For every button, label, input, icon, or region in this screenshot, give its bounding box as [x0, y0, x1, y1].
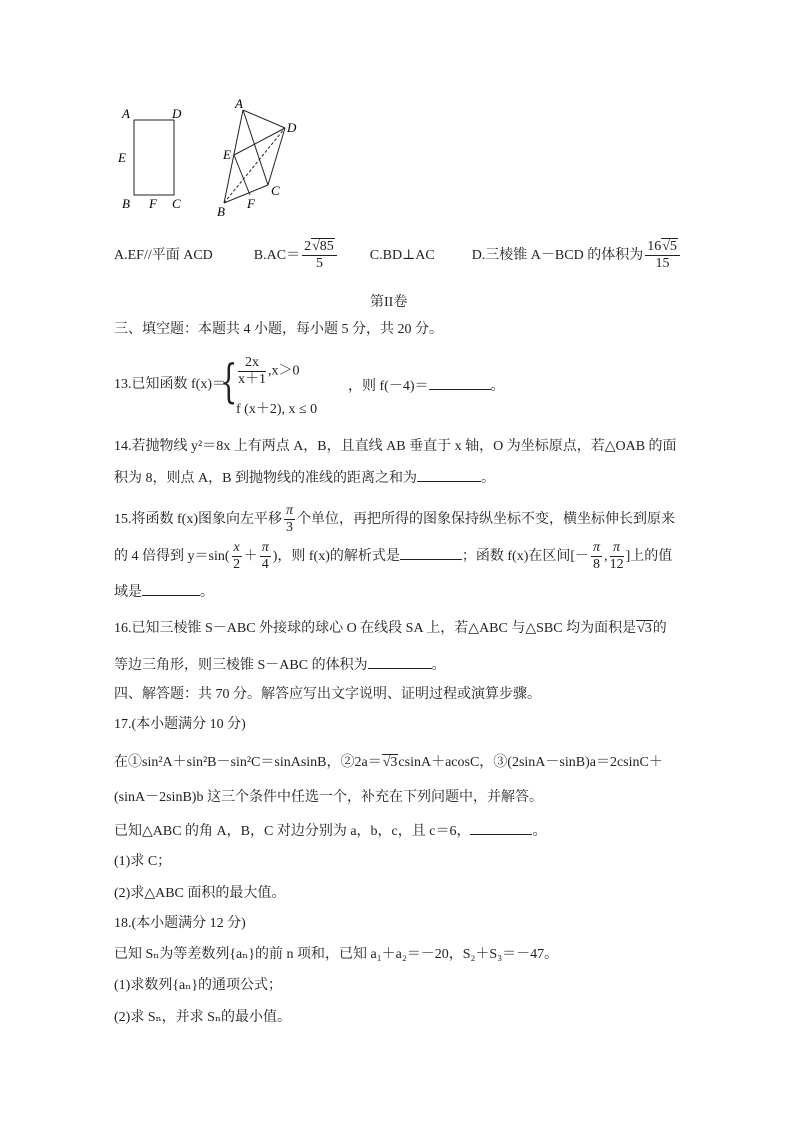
piecewise-brace: { — [219, 354, 238, 408]
q18-part1: (1)求数列{aₙ}的通项公式； — [114, 978, 283, 993]
q13-case2: f (x＋2), x ≤ 0 — [236, 402, 318, 417]
q13-prefix: 13.已知函数 f(x)＝ — [114, 377, 226, 392]
q17-line1: 在①sin²A＋sin²B－sin²C＝sinAsinB，②2a＝√3csinA＋acosC，③(2sinA－sinB)a＝2csinC＋ — [114, 755, 663, 770]
q17-part2: (2)求△ABC 面积的最大值。 — [114, 886, 286, 901]
section-3-heading: 三、填空题：本题共 4 小题，每小题 5 分，共 20 分。 — [114, 322, 443, 337]
answer-blank — [400, 545, 462, 560]
fig-left-label-d: D — [172, 106, 182, 121]
geometry-figure — [110, 95, 310, 225]
answer-blank — [142, 581, 200, 596]
fig-right-label-e: E — [223, 147, 231, 162]
fig-left-label-f: F — [149, 196, 157, 211]
fig-right-label-a: A — [235, 96, 243, 111]
q18-title: 18.(本小题满分 12 分) — [114, 916, 246, 931]
q17-title: 17.(本小题满分 10 分) — [114, 717, 246, 732]
q17-line3: 已知△ABC 的角 A，B，C 对边分别为 a，b，c，且 c＝6， 。 — [114, 820, 546, 842]
q15-line1: 15.将函数 f(x)图象向左平移 $\frac{\pi}{3}$ 个单位，再把所得的图象保持纵坐标不变，横坐标伸长到原来 — [114, 503, 676, 536]
fig-left-label-e: E — [118, 150, 126, 165]
fig-left-label-b: B — [122, 196, 130, 211]
answer-blank — [417, 467, 481, 482]
fig-right-label-c: C — [271, 183, 280, 198]
q18-line1: 已知 Sₙ为等差数列{aₙ}的前 n 项和，已知 a₁＋a₂＝－20，S₂＋S₃＝－47。 — [114, 947, 559, 962]
rectangle-abcd — [134, 120, 174, 195]
option-a: A.EF//平面 ACD — [114, 248, 213, 263]
q15-line3: 域是 。 — [114, 581, 214, 603]
q17-line2: (sinA－2sinB)b 这三个条件中任选一个，补充在下列问题中，并解答。 — [114, 790, 543, 805]
answer-blank — [429, 375, 491, 390]
q17-part1: (1)求 C； — [114, 854, 172, 869]
answer-blank — [368, 654, 432, 669]
q16-line1: 16.已知三棱锥 S－ABC 外接球的球心 O 在线段 SA 上，若△ABC 与△SBC 均为面积是√3的 — [114, 621, 667, 636]
q14-line1: 14.若抛物线 y²＝8x 上有两点 A，B，且直线 AB 垂直于 x 轴，O 为坐标原点，若△OAB 的面 — [114, 439, 677, 454]
q12-options — [114, 236, 682, 276]
q16-line2: 等边三角形，则三棱锥 S－ABC 的体积为 。 — [114, 654, 446, 676]
q13-suffix: ，则 f(－4)＝ 。 — [348, 375, 505, 395]
fig-right-label-b: B — [217, 204, 225, 219]
answer-blank — [470, 820, 532, 835]
fig-right-label-f: F — [247, 196, 255, 211]
option-b: B.AC＝ $\frac{2√85}{5}$ — [254, 248, 342, 263]
fig-left-label-a: A — [122, 106, 130, 121]
volume-title: 第II卷 — [370, 295, 408, 310]
section-4-heading: 四、解答题：共 70 分。解答应写出文字说明、证明过程或演算步骤。 — [114, 687, 541, 702]
q14-line2: 积为 8，则点 A，B 到抛物线的准线的距离之和为 。 — [114, 467, 495, 489]
option-c: C.BD⊥AC — [369, 248, 435, 263]
fig-right-label-d: D — [287, 120, 297, 135]
q18-part2: (2)求 Sₙ，并求 Sₙ的最小值。 — [114, 1010, 292, 1025]
option-d: D.三棱锥 A－BCD 的体积为 $\frac{16√5}{15}$ — [472, 248, 682, 263]
fig-left-label-c: C — [172, 196, 181, 211]
q15-line2: 的 4 倍得到 y＝sin( $\frac{x}{2}$ ＋ $\frac{\pi}{4}$ )，则 f(x)的解析式是 ；函数 f(x)在区间[－ $\frac{\pi}{8}$ , $\frac{\pi}{12}$ ]上的值 — [114, 540, 673, 573]
q13-case1: $\frac{2x}{x+1}$ ,x＞0 — [238, 355, 300, 387]
